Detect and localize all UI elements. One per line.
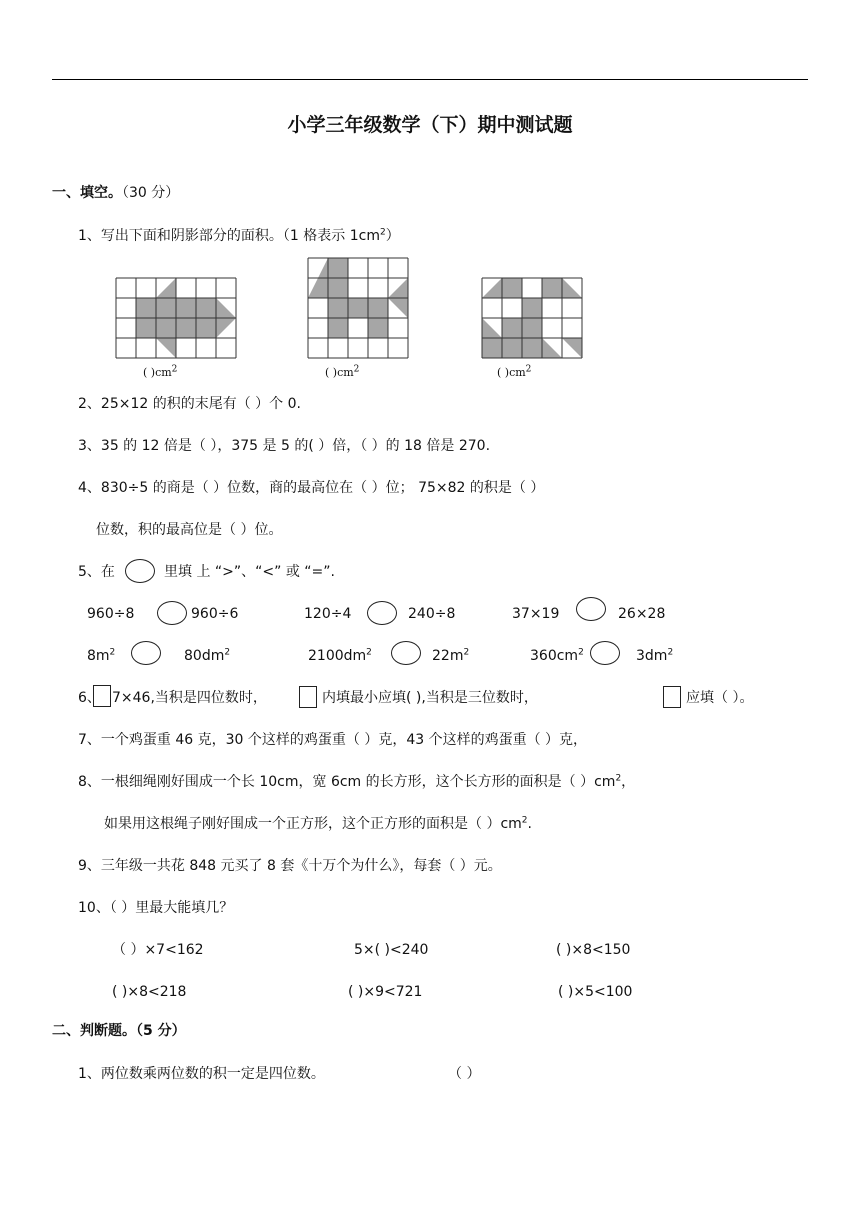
question-2: 2、25×12 的积的末尾有（ ）个 0. xyxy=(78,396,301,412)
question-8-line-1: 8、一根细绳刚好围成一个长 10cm，宽 6cm 的长方形，这个长方形的面积是（ ）$cm^2$， xyxy=(78,773,636,790)
figure-3-label: ( )$cm^2$ xyxy=(497,364,532,379)
compare-4-right: $80dm^2$ xyxy=(184,647,231,664)
compare-3-right: 26×28 xyxy=(618,606,666,622)
q10-item-5: ( )×9<721 xyxy=(348,984,423,1000)
question-1-suffix: ） xyxy=(385,228,400,244)
page-title: 小学三年级数学（下）期中测试题 xyxy=(287,114,573,136)
top-rule xyxy=(52,79,808,80)
question-4-line-1: 4、830÷5 的商是（ ）位数，商的最高位在（ ）位； 75×82 的积是（ ） xyxy=(78,480,545,496)
question-7: 7、一个鸡蛋重 46 克，30 个这样的鸡蛋重（ ）克，43 个这样的鸡蛋重（ ）克， xyxy=(78,732,588,748)
compare-1-right: 960÷6 xyxy=(191,606,239,622)
compare-1-circle[interactable] xyxy=(157,601,187,625)
q10-item-4: ( )×8<218 xyxy=(112,984,187,1000)
question-3: 3、35 的 12 倍是（ ），375 是 5 的( ）倍，（ ）的 18 倍是 270. xyxy=(78,438,491,454)
q10-item-1: （ ）×7<162 xyxy=(112,942,204,958)
question-6-text-2: 内填最小应填( ),当积是三位数时， xyxy=(322,690,538,706)
question-4-line-2: 位数，积的最高位是（ ）位。 xyxy=(96,522,283,538)
figure-2-label: ( )$cm^2$ xyxy=(325,364,360,379)
figure-3-grid xyxy=(478,276,586,364)
section-1-heading xyxy=(52,183,179,203)
question-1 xyxy=(78,226,400,246)
question-9: 9、三年级一共花 848 元买了 8 套《十万个为什么》，每套（ ）元。 xyxy=(78,858,502,874)
compare-4-left: $8m^2$ xyxy=(87,647,116,664)
question-1-text: 1、写出下面和阴影部分的面积。（1 格表示 1cm xyxy=(78,228,380,244)
compare-2-left: 120÷4 xyxy=(304,606,352,622)
question-6-text-1: 7×46,当积是四位数时， xyxy=(112,690,267,706)
question-5-lead: 5、在 xyxy=(78,564,115,580)
compare-3-left: 37×19 xyxy=(512,606,560,622)
compare-3-circle[interactable] xyxy=(576,597,606,621)
compare-5-right: $22m^2$ xyxy=(432,647,470,664)
compare-5-left: $2100dm^2$ xyxy=(308,647,372,664)
judge-question-1-answer[interactable]: （ ） xyxy=(448,1066,481,1082)
section-1-title: 一、填空。 xyxy=(52,185,122,201)
compare-5-circle[interactable] xyxy=(391,641,421,665)
q10-item-3: ( )×8<150 xyxy=(556,942,631,958)
figure-2-grid xyxy=(304,256,414,360)
question-6-text-3: 应填（ ）。 xyxy=(686,690,754,706)
question-5-instruction: 里填 上 “>”、“<” 或 “=”. xyxy=(164,564,335,580)
compare-6-right: $3dm^2$ xyxy=(636,647,674,664)
compare-6-circle[interactable] xyxy=(590,641,620,665)
digit-box-2[interactable] xyxy=(299,686,317,708)
figure-1-label: ( )$cm^2$ xyxy=(143,364,178,379)
section-2-heading: 二、判断题。（5 分） xyxy=(52,1023,186,1039)
judge-question-1: 1、两位数乘两位数的积一定是四位数。 xyxy=(78,1066,325,1082)
question-8-line-2: 如果用这根绳子刚好围成一个正方形，这个正方形的面积是（ ）$cm^2$. xyxy=(104,815,532,832)
compare-4-circle[interactable] xyxy=(131,641,161,665)
compare-2-right: 240÷8 xyxy=(408,606,456,622)
compare-6-left: $360cm^2$ xyxy=(530,647,584,664)
q10-item-2: 5×( )<240 xyxy=(354,942,429,958)
compare-2-circle[interactable] xyxy=(367,601,397,625)
question-1-sup: 2 xyxy=(379,227,386,238)
question-6-number: 6、 xyxy=(78,690,101,706)
compare-circle-example xyxy=(125,559,155,583)
digit-box-1[interactable] xyxy=(93,685,111,707)
q10-item-6: ( )×5<100 xyxy=(558,984,633,1000)
section-1-points: （30 分） xyxy=(122,185,180,201)
compare-1-left: 960÷8 xyxy=(87,606,135,622)
figure-1-grid xyxy=(112,260,244,384)
question-10-lead: 10、（ ）里最大能填几？ xyxy=(78,900,234,916)
digit-box-3[interactable] xyxy=(663,686,681,708)
